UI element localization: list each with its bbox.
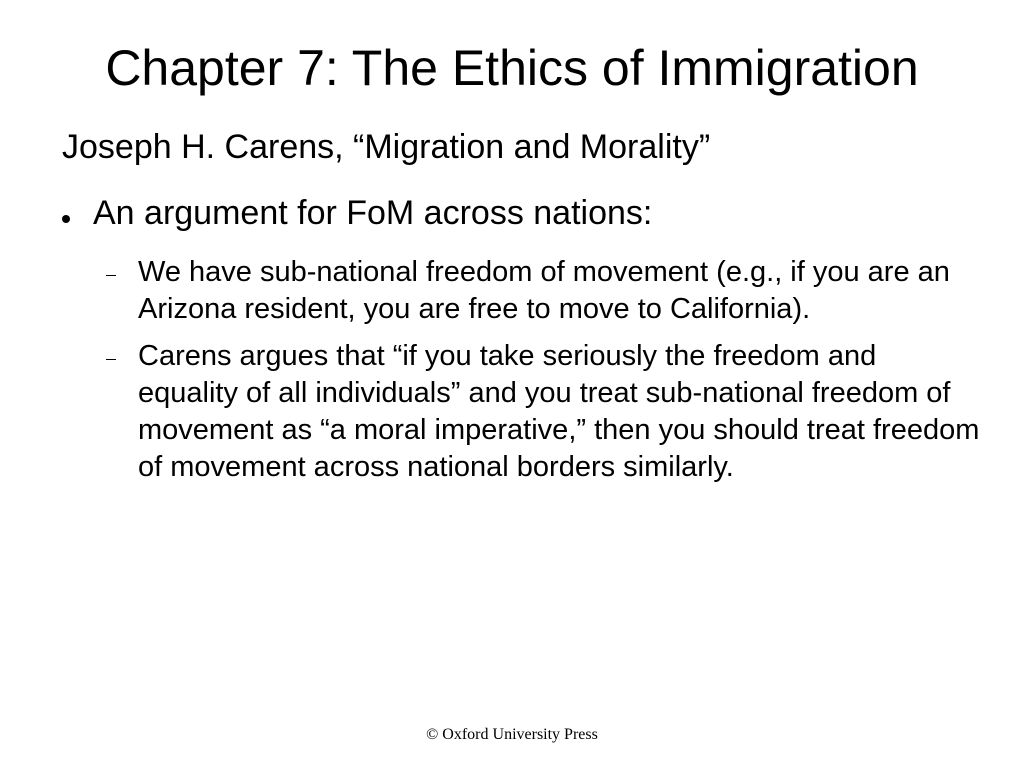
sub-bullet-text: We have sub-national freedom of movement (e.g., if you are an Arizona resident, you are free to move to California). (138, 256, 950, 325)
slide-subtitle: Joseph H. Carens, “Migration and Morality” (62, 128, 711, 166)
sub-bullet-item (106, 338, 986, 486)
dash-icon (106, 275, 116, 276)
dash-icon (106, 359, 116, 360)
sub-bullet-list (106, 254, 986, 496)
bullet-item (62, 192, 982, 234)
bullet-dot-icon (62, 215, 70, 223)
slide-title: Chapter 7: The Ethics of Immigration (105, 40, 919, 96)
bullet-text: An argument for FoM across nations: (93, 194, 653, 232)
sub-bullet-text: Carens argues that “if you take seriously the freedom and equality of all individuals” and you treat sub-national freedom of movement as “a moral imperative,” then you should treat freedom of movement across national borders similarly. (138, 340, 980, 483)
copyright-footer: © Oxford University Press (426, 726, 598, 743)
sub-bullet-item (106, 254, 986, 328)
